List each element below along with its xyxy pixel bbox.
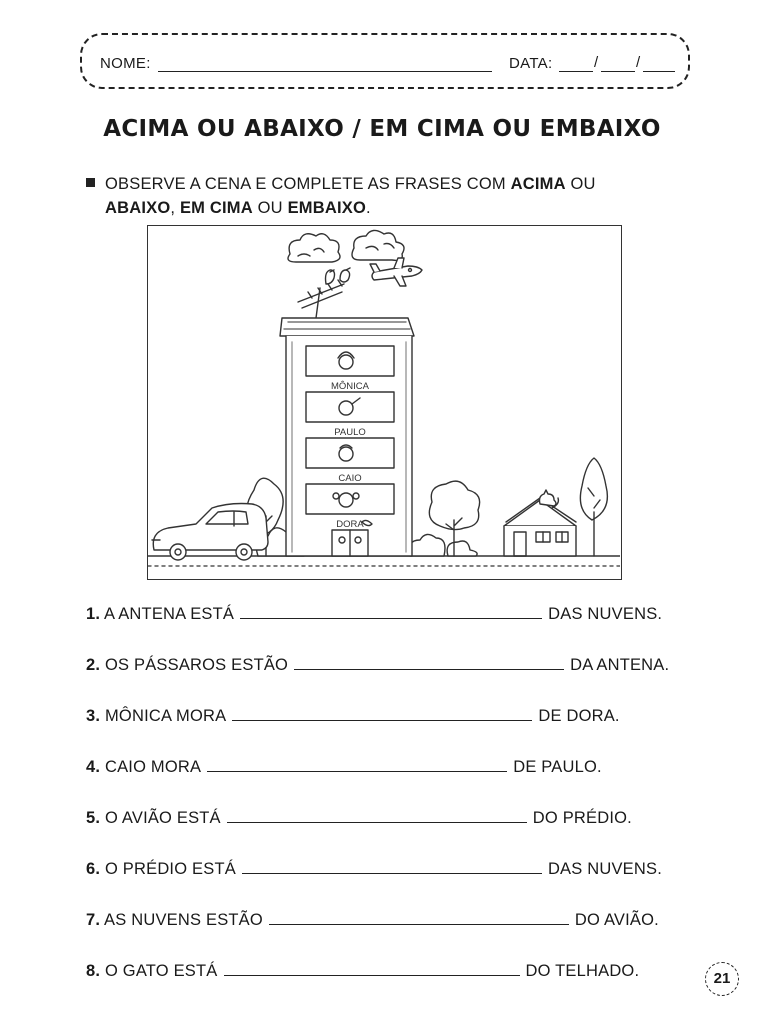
instruction (86, 172, 686, 220)
answer-blank[interactable] (269, 910, 569, 925)
date-day-field[interactable] (559, 71, 593, 72)
question-number: 6. (86, 860, 101, 878)
answer-blank[interactable] (294, 655, 564, 670)
bird-icon (326, 270, 335, 284)
instruction-text: OU (252, 199, 288, 217)
page-title: ACIMA OU ABAIXO / EM CIMA OU EMBAIXO (103, 116, 661, 142)
instruction-text: , (170, 199, 180, 217)
question-text: DO PRÉDIO. (532, 809, 632, 827)
instruction-line-2 (86, 196, 686, 220)
floor-label-dora: DORA (336, 519, 364, 530)
keyword-abaixo: ABAIXO (105, 199, 171, 217)
question-1 (86, 604, 662, 632)
page-number: 21 (705, 962, 739, 996)
question-3 (86, 706, 620, 734)
question-number: 4. (86, 758, 101, 776)
date-month-field[interactable] (601, 71, 635, 72)
answer-blank[interactable] (242, 859, 542, 874)
cloud-icon (352, 230, 404, 260)
answer-blank[interactable] (227, 808, 527, 823)
bush-icon (409, 534, 477, 556)
keyword-embaixo: EMBAIXO (287, 199, 366, 217)
question-number: 8. (86, 962, 101, 980)
question-number: 5. (86, 809, 101, 827)
question-number: 2. (86, 656, 101, 674)
question-text: CAIO MORA (104, 758, 202, 776)
instruction-line-1 (86, 172, 686, 196)
question-text: DO TELHADO. (525, 962, 640, 980)
question-text: OS PÁSSAROS ESTÃO (104, 656, 289, 674)
question-8 (86, 961, 639, 989)
date-separator: / (636, 54, 641, 71)
question-text: MÔNICA MORA (104, 707, 227, 725)
question-number: 1. (86, 605, 101, 623)
question-number: 7. (86, 911, 101, 929)
question-text: DAS NUVENS. (547, 860, 662, 878)
floor-label-caio: CAIO (338, 473, 362, 484)
instruction-text: OU (565, 175, 596, 193)
keyword-acima: ACIMA (510, 175, 566, 193)
name-field[interactable] (158, 71, 492, 72)
bird-icon (340, 268, 350, 282)
question-5 (86, 808, 632, 836)
bullet-icon (86, 178, 95, 187)
question-text: AS NUVENS ESTÃO (104, 911, 263, 929)
question-7 (86, 910, 659, 938)
name-label: NOME: (100, 55, 151, 72)
student-info-box (80, 33, 690, 89)
question-number: 3. (86, 707, 101, 725)
date-separator: / (594, 54, 599, 71)
question-text: O AVIÃO ESTÁ (104, 809, 221, 827)
date-label: DATA: (509, 55, 553, 72)
floor-label-monica: MÔNICA (331, 381, 369, 392)
instruction-text: . (365, 199, 371, 217)
antenna-icon (298, 280, 344, 318)
answer-blank[interactable] (240, 604, 542, 619)
keyword-em-cima: EM CIMA (179, 199, 253, 217)
question-2 (86, 655, 669, 683)
cloud-icon (288, 234, 340, 262)
question-text: DE DORA. (538, 707, 620, 725)
question-6 (86, 859, 662, 887)
instruction-text: OBSERVE A CENA E COMPLETE AS FRASES COM (105, 175, 511, 193)
question-text: DO AVIÃO. (574, 911, 659, 929)
car-icon (152, 504, 268, 561)
floor-label-paulo: PAULO (334, 427, 366, 438)
question-text: O GATO ESTÁ (104, 962, 218, 980)
scene-illustration (147, 225, 622, 580)
question-text: DAS NUVENS. (548, 605, 663, 623)
question-text: A ANTENA ESTÁ (104, 605, 235, 623)
date-year-field[interactable] (643, 71, 675, 72)
answer-blank[interactable] (232, 706, 532, 721)
question-text: DA ANTENA. (570, 656, 670, 674)
question-text: O PRÉDIO ESTÁ (104, 860, 236, 878)
airplane-icon (370, 258, 422, 286)
answer-blank[interactable] (207, 757, 507, 772)
question-text: DE PAULO. (513, 758, 602, 776)
tree-icon (580, 458, 607, 556)
answer-blank[interactable] (224, 961, 520, 976)
house-icon (504, 498, 576, 556)
question-4 (86, 757, 602, 785)
